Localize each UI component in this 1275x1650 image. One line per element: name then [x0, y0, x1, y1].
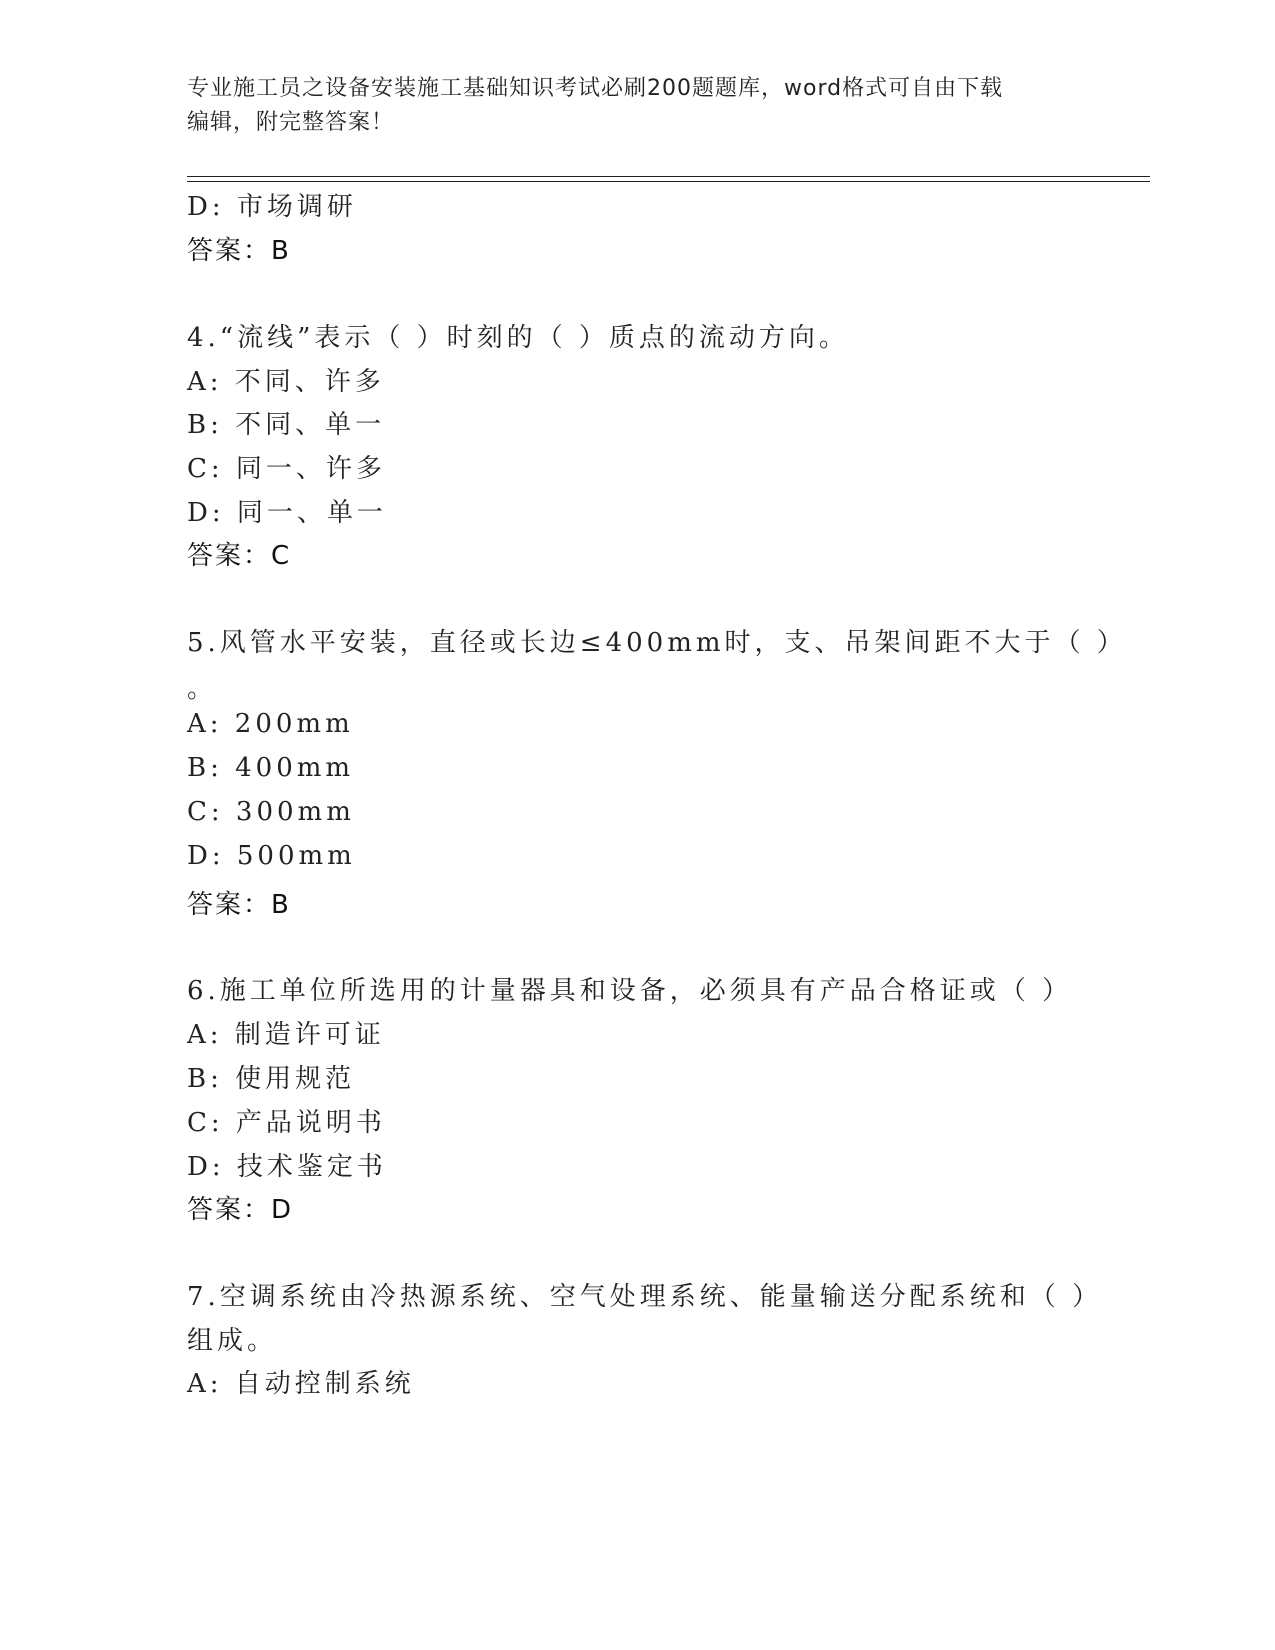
- q4-stem: 4.“流线”表示（ ）时刻的（ ）质点的流动方向。: [187, 323, 849, 353]
- q4-option-a: A: 不同、许多: [187, 367, 385, 397]
- q5-option-c: C: 300mm: [187, 797, 355, 827]
- q4-option-c: C: 同一、许多: [187, 454, 386, 484]
- q5-option-b: B: 400mm: [187, 753, 355, 783]
- q4-option-b: B: 不同、单一: [187, 410, 386, 440]
- q6-answer: 答案：D: [187, 1195, 294, 1225]
- prev-option-d: D: 市场调研: [187, 192, 357, 222]
- q4-option-d: D: 同一、单一: [187, 498, 387, 528]
- q7-stem-line-2: 组成。: [187, 1326, 278, 1356]
- header-divider-top: [187, 176, 1150, 177]
- q4-answer: 答案：C: [187, 541, 292, 571]
- q5-option-a: A: 200mm: [187, 709, 354, 739]
- prev-answer: 答案：B: [187, 236, 291, 266]
- q5-stem-line-1: 5.风管水平安装，直径或长边≤400mm时，支、吊架间距不大于（ ）: [187, 628, 1127, 658]
- header-divider-bottom: [187, 181, 1150, 182]
- header-line-1: 专业施工员之设备安装施工基础知识考试必刷200题题库，word格式可自由下载: [187, 76, 1004, 101]
- q6-option-d: D: 技术鉴定书: [187, 1152, 387, 1182]
- q5-stem-line-2: 。: [187, 674, 218, 704]
- q6-option-b: B: 使用规范: [187, 1064, 356, 1094]
- q7-option-a: A: 自动控制系统: [187, 1369, 415, 1399]
- document-header: [187, 72, 1067, 140]
- q7-stem-line-1: 7.空调系统由冷热源系统、空气处理系统、能量输送分配系统和（ ）: [187, 1282, 1103, 1312]
- q5-option-d: D: 500mm: [187, 841, 356, 871]
- q6-stem: 6.施工单位所选用的计量器具和设备，必须具有产品合格证或（ ）: [187, 976, 1073, 1006]
- q5-answer: 答案：B: [187, 890, 291, 920]
- q6-option-c: C: 产品说明书: [187, 1108, 386, 1138]
- header-line-2: 编辑，附完整答案！: [187, 110, 395, 135]
- q6-option-a: A: 制造许可证: [187, 1020, 385, 1050]
